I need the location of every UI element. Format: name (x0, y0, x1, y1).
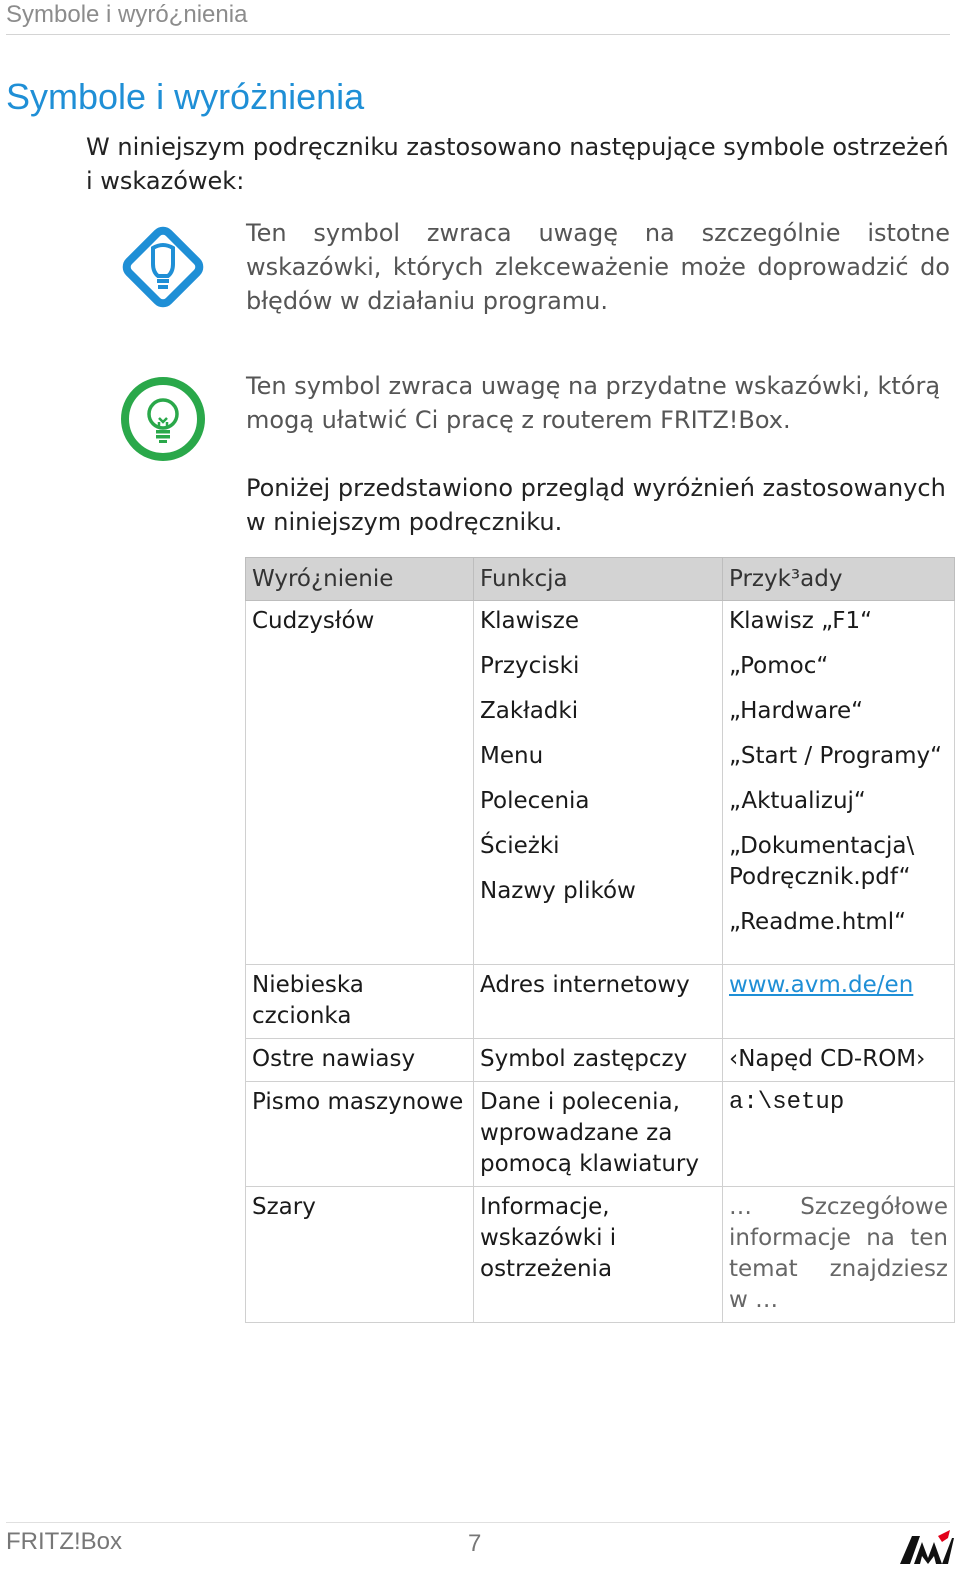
tip-bulb-icon (118, 374, 208, 464)
header-examples: Przyk³ady (723, 558, 955, 601)
table-header-row (246, 558, 955, 601)
cell-function: Informacje, wskazówki i ostrzeżenia (474, 1187, 723, 1323)
page-number: 7 (468, 1530, 482, 1557)
example-item: „Hardware“ (729, 698, 864, 724)
cell-functions (474, 601, 723, 965)
table-row (246, 965, 955, 1039)
cell-function: Symbol zastępczy (474, 1039, 723, 1082)
header-highlight: Wyró¿nienie (246, 558, 474, 601)
footer-divider (6, 1522, 950, 1523)
warning-bulb-icon (118, 222, 208, 312)
function-item: Nazwy plików (480, 878, 636, 904)
cell-function: Dane i polecenia, wprowadzane za pomocą klawiatury (474, 1082, 723, 1187)
footer-product: FRITZ!Box (6, 1528, 123, 1555)
cell-example: a:\setup (723, 1082, 955, 1187)
cell-function: Adres internetowy (474, 965, 723, 1039)
example-item: „Readme.html“ (729, 909, 907, 935)
avm-logo (898, 1528, 954, 1566)
example-item: „Start / Programy“ (729, 743, 943, 769)
example-item: „Aktualizuj“ (729, 788, 866, 814)
function-item: Przyciski (480, 653, 580, 679)
cell-example: ‹Napęd CD-ROM› (723, 1039, 955, 1082)
example-item: Klawisz „F1“ (729, 608, 873, 634)
function-item: Ścieżki (480, 833, 560, 859)
example-item: „Pomoc“ (729, 653, 829, 679)
function-item: Zakładki (480, 698, 579, 724)
overview-text: Poniżej przedstawiono przegląd wyróżnień zastosowanych w niniejszym podręczniku. (246, 474, 946, 536)
intro-text: W niniejszym podręczniku zastosowano następujące symbole ostrzeżeń i wskazówek: (86, 133, 949, 195)
cell-highlight: Szary (246, 1187, 474, 1323)
cell-highlight: Niebieska czcionka (246, 965, 474, 1039)
example-item: „Dokumentacja\ Podręcznik.pdf“ (729, 833, 915, 890)
example-link[interactable]: www.avm.de/en (729, 972, 914, 998)
cell-highlight: Cudzysłów (246, 601, 474, 965)
cell-examples (723, 601, 955, 965)
cell-highlight: Pismo maszynowe (246, 1082, 474, 1187)
table-row (246, 1082, 955, 1187)
table-row (246, 1039, 955, 1082)
cell-example: … Szczegółowe informacje na ten temat znajdziesz w … (723, 1187, 955, 1323)
running-header: Symbole i wyró¿nienia (6, 0, 950, 35)
table-row (246, 601, 955, 965)
function-item: Menu (480, 743, 544, 769)
table-row (246, 1187, 955, 1323)
function-item: Polecenia (480, 788, 590, 814)
page-title: Symbole i wyróżnienia (6, 76, 365, 117)
function-item: Klawisze (480, 608, 579, 634)
tip-text: Ten symbol zwraca uwagę na przydatne wskazówki, którą mogą ułatwić Ci pracę z routerem FRITZ!Box. (246, 372, 941, 434)
header-function: Funkcja (474, 558, 723, 601)
cell-highlight: Ostre nawiasy (246, 1039, 474, 1082)
cell-example[interactable] (723, 965, 955, 1039)
highlights-table (245, 557, 955, 1323)
warning-text: Ten symbol zwraca uwagę na szczególnie istotne wskazówki, których zlekceważenie może doprowadzić do błędów w działaniu programu. (246, 219, 950, 315)
